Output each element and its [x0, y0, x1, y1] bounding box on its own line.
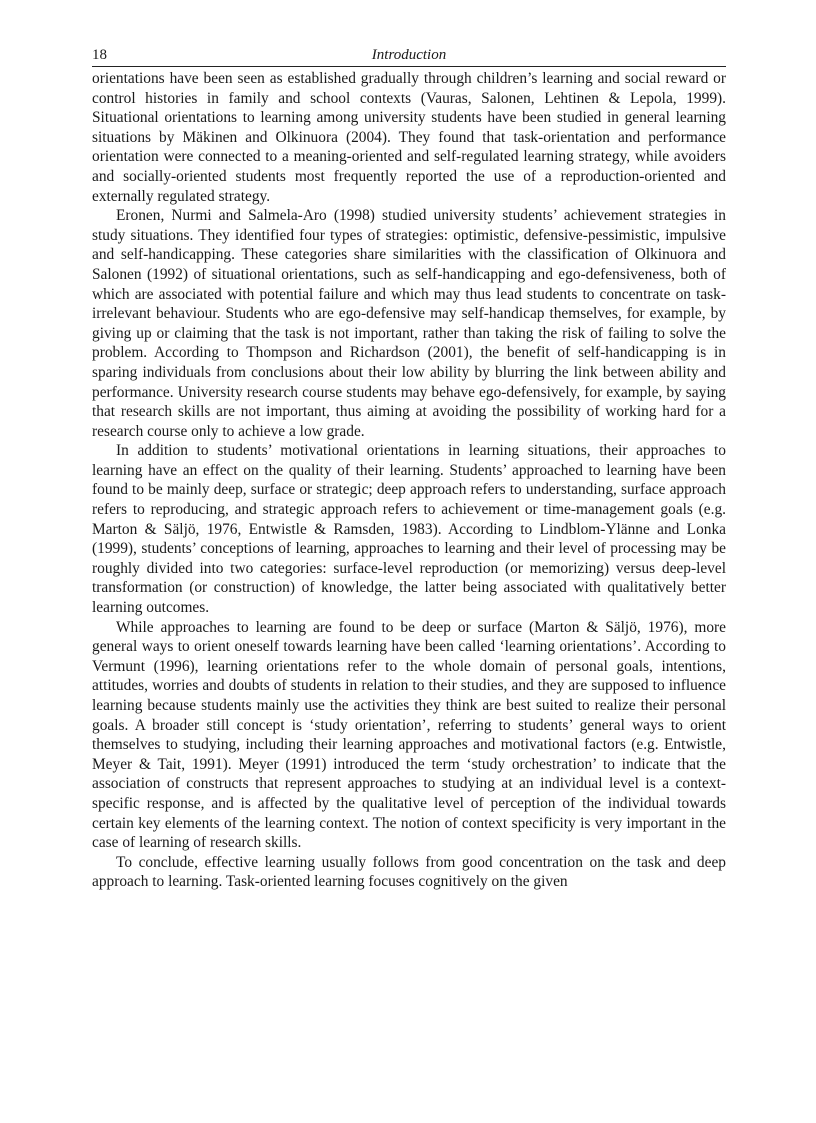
paragraph-conclusion: To conclude, effective learning usually follows from good concentration on the task and deep approach to learning. Task-oriented learning focuses cognitively on the given [92, 853, 726, 891]
page-number: 18 [92, 47, 107, 63]
paragraph-approaches-to-learning: In addition to students’ motivational orientations in learning situations, their approaches to learning have an effect on the quality of their learning. Students’ approached to learning have been found to be mainly deep, surface or strategic; deep approach refers to understanding, surface approach refers to reproducing, and strategic approach refers to achievement or time-management goals (e.g. Marton & Säljö, 1976, Entwistle & Ramsden, 1983). According to Lindblom-Ylänne and Lonka (1999), students’ conceptions of learning, approaches to learning and their level of processing may be roughly divided into two categories: surface-level reproduction (or memorizing) versus deep-level transformation (or construction) of knowledge, the latter being associated with qualitatively better learning outcomes. [92, 442, 726, 617]
paragraph-achievement-strategies: Eronen, Nurmi and Salmela-Aro (1998) studied university students’ achievement strategies in study situations. They identified four types of strategies: optimistic, defensive-pessimistic, impulsive and self-handicapping. These categories share similarities with the classification of Olkinuora and Salonen (1992) of situational orientations, such as self-handicapping and ego-defensiveness, both of which are associated with potential failure and which may thus lead students to concentrate on task-irrelevant behaviour. Students who are ego-defensive may self-handicap themselves, for example, by giving up or claiming that the task is not important, rather than taking the risk of failing to solve the problem. According to Thompson and Richardson (2001), the benefit of self-handicapping is in sparing individuals from conclusions about their low ability by blurring the link between ability and performance. University research course students may behave ego-defensively, for example, by saying that research skills are not important, thus aiming at avoiding the possibility of working hard for a research course only to achieve a low grade. [92, 207, 726, 440]
paragraph-learning-orientations: While approaches to learning are found to be deep or surface (Marton & Säljö, 1976), more general ways to orient oneself towards learning have been called ‘learning orientations’. According to Vermunt (1996), learning orientations refer to the whole domain of personal goals, intentions, attitudes, worries and doubts of students in relation to their studies, and they are supposed to influence learning because students mainly use the activities they think are best suited to realize their personal goals. A broader still concept is ‘study orientation’, referring to students’ general ways to orient themselves to studying, including their learning approaches and motivational factors (e.g. Entwistle, Meyer & Tait, 1991). Meyer (1991) introduced the term ‘study orchestration’ to indicate that the association of constructs that represent approaches to studying at an individual level is a context-specific response, and is affected by the qualitative level of perception of the individual towards certain key elements of the learning context. The notion of context specificity is very important in the case of learning of research skills. [92, 618, 726, 852]
section-title: Introduction [371, 47, 447, 63]
body-text [92, 69, 726, 892]
page [92, 44, 726, 892]
running-head [92, 44, 726, 67]
paragraph-continued: orientations have been seen as established gradually through children’s learning and social reward or control histories in family and school contexts (Vauras, Salonen, Lehtinen & Lepola, 1999). Situational orientations to learning among university students have been studied in general learning situations by Mäkinen and Olkinuora (2004). They found that task-orientation and performance orientation were connected to a meaning-oriented and self-regulated learning strategy, while avoiders and socially-oriented students most frequently reported the use of a reproduction-oriented and externally regulated strategy. [92, 70, 726, 205]
